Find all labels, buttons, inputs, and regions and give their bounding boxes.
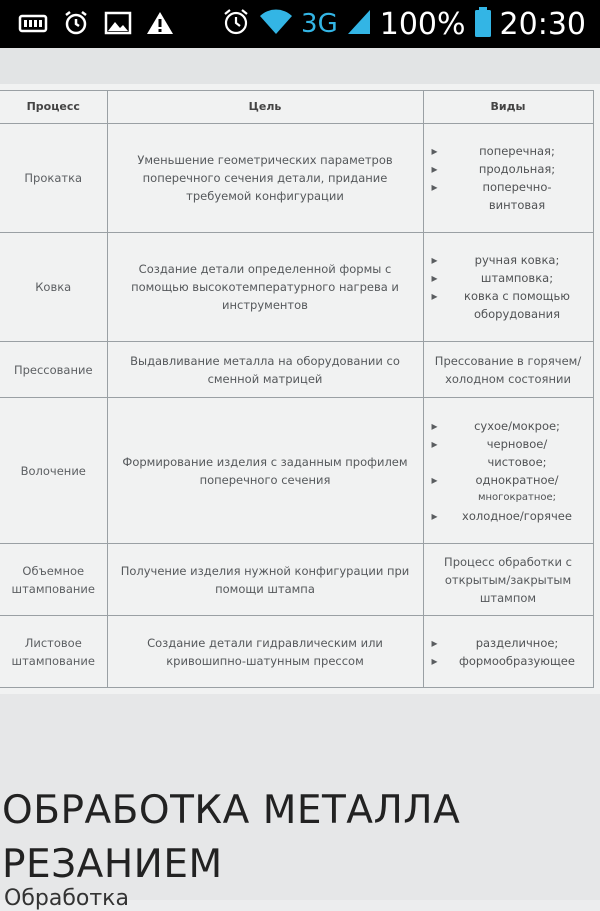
list-item: ▸ продольная; [430,160,587,178]
table-header-row [0,91,593,124]
table-row [0,544,593,616]
list-item: ▸ однократное/ [430,471,587,489]
table-row [0,342,593,398]
table-row [0,616,593,688]
wifi-icon [259,8,293,40]
notification-icons [18,9,174,41]
list-item: ▸ холодное/горячее [430,507,587,525]
list-item: ▸ формообразующее [430,652,587,670]
cell-goal: Формирование изделия с заданным профилем поперечного сечения [107,398,423,544]
list-item: оборудования [474,307,560,321]
header-goal: Цель [107,91,423,124]
cell-kinds: Процесс обработки с открытым/закрытым штампом [423,544,593,616]
table-row [0,398,593,544]
header-process: Процесс [0,91,107,124]
cell-process: Прокатка [0,124,107,233]
cell-goal: Создание детали гидравлическим или кривошипно-шатунным прессом [107,616,423,688]
alarm-clock-icon [221,7,251,41]
cell-goal: Выдавливание металла на оборудовании со сменной матрицей [107,342,423,398]
cut-off-text [0,886,600,911]
section-heading: ОБРАБОТКА МЕТАЛЛА РЕЗАНИЕМ [2,788,461,887]
battery-percent: 100% [379,6,466,42]
list-item: ▸ поперечная; [430,142,587,160]
cell-kinds [423,398,593,544]
cell-process: Волочение [0,398,107,544]
cell-goal: Создание детали определенной формы с помощью высокотемпературного нагрева и инструментов [107,233,423,342]
list-item: винтовая [488,198,546,212]
cut-off-text-line: Обработка [4,886,129,911]
list-item: ▸ ковка с помощью [430,287,587,305]
image-icon [104,10,132,40]
network-type: 3G [301,9,338,39]
article-section [0,694,600,911]
list-item: чистовое; [487,454,547,469]
table-row [0,124,593,233]
system-indicators [221,3,586,45]
list-item: ▸ штамповка; [430,269,587,287]
cell-kinds [423,124,593,233]
cell-process: Объемное штампование [0,544,107,616]
warning-icon [146,10,174,40]
battery-icon [474,6,492,42]
header-kinds: Виды [423,91,593,124]
list-item: ▸ сухое/мокрое; [430,417,587,435]
list-item: ▸ разделичное; [430,634,587,652]
sd-card-icon [18,11,48,39]
cell-goal: Уменьшение геометрических параметров поперечного сечения детали, придание требуемой конфигурации [107,124,423,233]
cell-process: Листовое штампование [0,616,107,688]
table-row [0,233,593,342]
process-table [0,90,594,688]
cell-kinds [423,233,593,342]
cell-goal: Получение изделия нужной конфигурации при помощи штампа [107,544,423,616]
cell-process: Прессование [0,342,107,398]
list-item: ▸ черновое/ [430,435,587,453]
cell-kinds: Прессование в горячем/ холодном состоянии [423,342,593,398]
process-table-image [0,84,600,694]
cell-process: Ковка [0,233,107,342]
content-top-band [0,48,600,84]
alarm-icon [62,9,90,41]
list-item: ▸ поперечно- [430,178,587,196]
cell-kinds [423,616,593,688]
status-bar [0,0,600,48]
signal-icon [346,8,372,40]
clock-time: 20:30 [499,6,586,42]
list-item: ▸ ручная ковка; [430,251,587,269]
list-item: многократное; [477,491,557,503]
